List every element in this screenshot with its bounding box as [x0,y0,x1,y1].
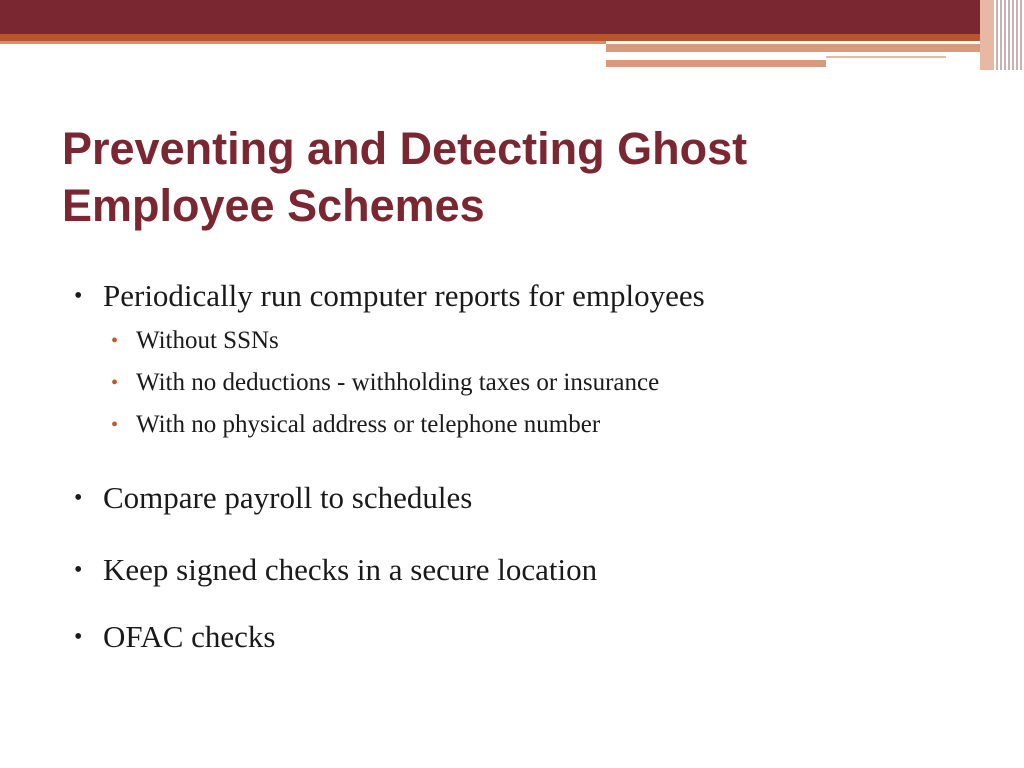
sub-bullet-dot-icon: • [111,372,119,394]
bullet-item [70,478,970,518]
bullet-text: OFAC checks [103,619,276,654]
bullet-item [70,550,970,590]
sub-bullet-text: With no deductions - withholding taxes or insurance [136,369,660,396]
bullet-text: Periodically run computer reports for employees [103,278,705,313]
sub-bullet-item [103,404,970,446]
bullet-text: Compare payroll to schedules [103,480,473,515]
right-vertical-stripes [994,0,1024,70]
slide-title: Preventing and Detecting Ghost Employee Schemes [62,123,748,231]
sub-bullet-text: With no physical address or telephone number [136,411,601,438]
tan-accent-line [826,56,946,58]
bullet-dot-icon: • [74,624,83,650]
sub-bullet-dot-icon: • [111,330,119,352]
sub-bullet-item [103,362,970,404]
bullet-dot-icon: • [74,283,83,309]
top-maroon-band [0,0,1024,34]
tan-accent-bar [606,44,1006,52]
right-accent-block [980,0,994,70]
top-orange-band [0,34,1024,41]
tan-accent-bar-lower [606,60,826,67]
sub-bullet-text: Without SSNs [136,327,279,354]
bullet-list [70,276,970,657]
bullet-dot-icon: • [74,485,83,511]
sub-bullet-item [103,320,970,362]
bullet-text: Keep signed checks in a secure location [103,552,598,587]
sub-bullet-dot-icon: • [111,414,119,436]
bullet-item [70,276,970,446]
bullet-item [70,617,970,657]
sub-bullet-list [103,320,970,446]
top-orange-thin-line [0,41,606,44]
bullet-dot-icon: • [74,557,83,583]
